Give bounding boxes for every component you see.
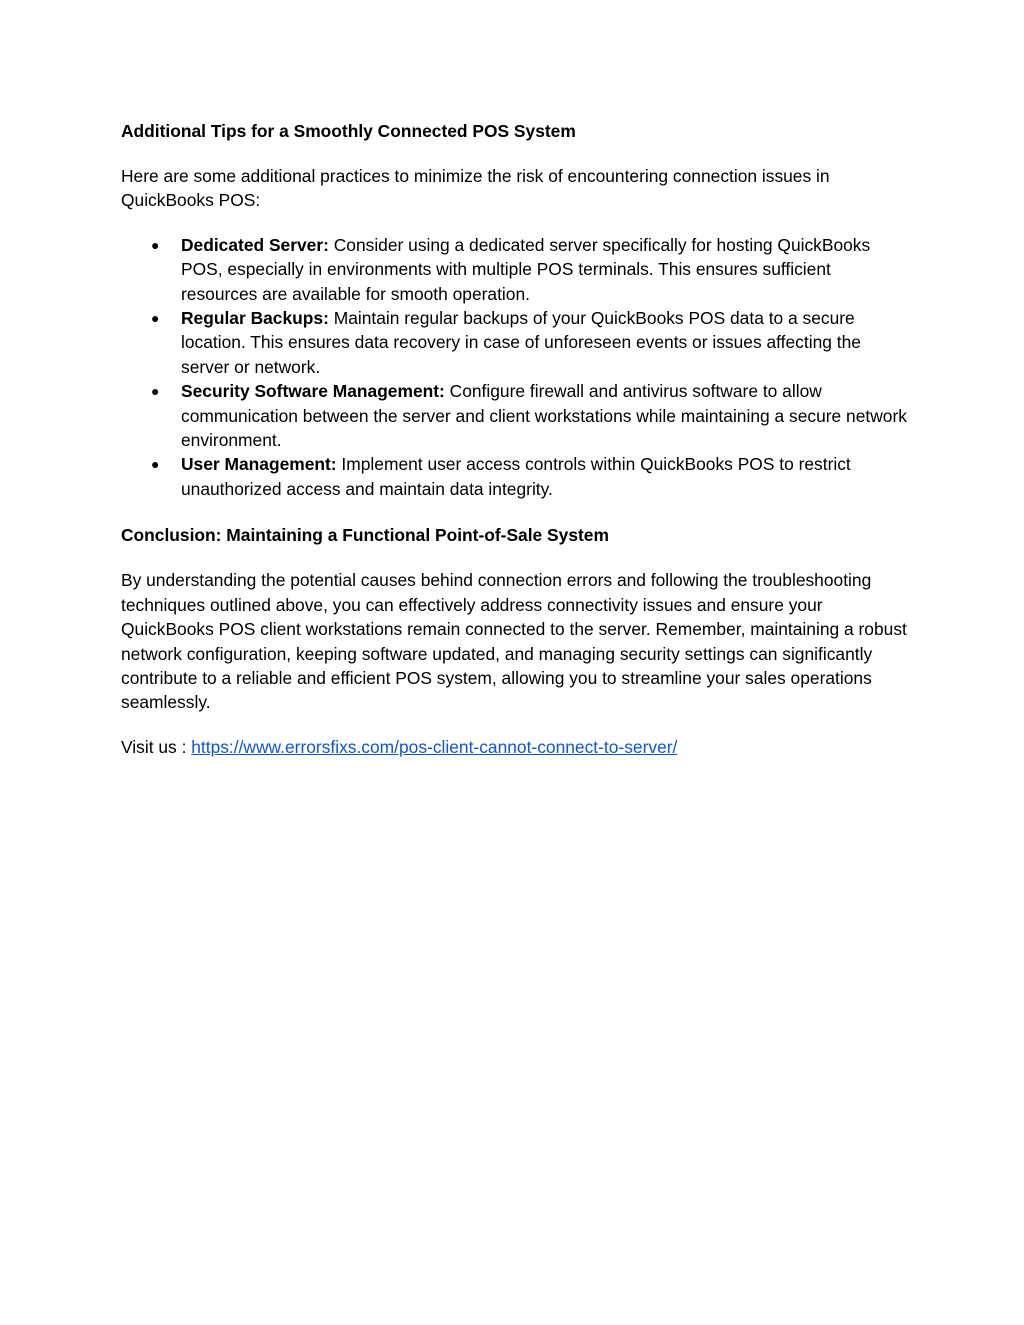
conclusion-heading: Conclusion: Maintaining a Functional Point-of-Sale System	[121, 525, 609, 546]
tip-term: Dedicated Server:	[181, 234, 329, 255]
list-item	[121, 306, 911, 379]
bullet-icon: ●	[151, 383, 160, 400]
list-item	[121, 452, 911, 501]
bullet-icon: ●	[151, 310, 160, 327]
tips-intro: Here are some additional practices to minimize the risk of encountering connection issues in QuickBooks POS:	[121, 166, 830, 211]
tip-term: Regular Backups:	[181, 308, 329, 329]
tips-heading: Additional Tips for a Smoothly Connected POS System	[121, 121, 576, 141]
tip-term: Security Software Management:	[181, 381, 445, 402]
list-item	[121, 379, 911, 452]
tip-text: Consider using a dedicated server specifically for hosting QuickBooks POS, especially in environments with multiple POS terminals. This ensures sufficient resources are available for smooth operation.	[181, 234, 871, 304]
tip-term: User Management:	[181, 454, 337, 475]
visit-link[interactable]: https://www.errorsfixs.com/pos-client-cannot-connect-to-server/	[191, 736, 678, 757]
bullet-icon: ●	[151, 236, 160, 253]
tip-text: Implement user access controls within QuickBooks POS to restrict unauthorized access and maintain data integrity.	[181, 454, 851, 499]
document-page	[121, 117, 911, 759]
tips-list	[121, 233, 911, 501]
tip-text: Maintain regular backups of your QuickBooks POS data to a secure location. This ensures data recovery in case of unforeseen events or issues affecting the server or network.	[181, 308, 861, 377]
bullet-icon: ●	[151, 456, 160, 473]
conclusion-body: By understanding the potential causes behind connection errors and following the troubleshooting techniques outlined above, you can effectively address connectivity issues and ensure your QuickBooks POS client workstations remain connected to the server. Remember, maintaining a robust network configuration, keeping software updated, and managing security settings can significantly contribute to a reliable and efficient POS system, allowing you to streamline your sales operations seamlessly.	[121, 570, 907, 713]
list-item	[121, 233, 911, 306]
tip-text: Configure firewall and antivirus software to allow communication between the server and client workstations while maintaining a secure network environment.	[181, 381, 907, 451]
visit-line	[121, 735, 911, 759]
visit-label: Visit us :	[121, 736, 192, 757]
